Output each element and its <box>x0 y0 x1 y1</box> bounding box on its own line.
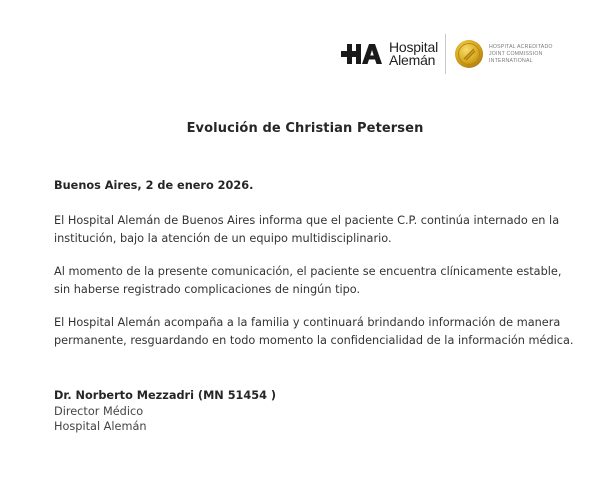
paragraph-2: Al momento de la presente comunicación, el paciente se encuentra clínicamente estable, sin haberse registrado complicaciones de ningún tipo. <box>54 265 562 296</box>
document-title: Evolución de Christian Petersen <box>186 121 424 136</box>
hospital-name-line1: Hospital <box>389 39 438 55</box>
document-body <box>54 177 574 365</box>
accreditation-line3: INTERNATIONAL <box>488 57 533 64</box>
ha-logo-mark-icon <box>341 34 385 74</box>
signatory-role: Director Médico <box>54 405 144 418</box>
hospital-name-line2: Alemán <box>389 52 436 68</box>
accreditation-text <box>489 44 553 65</box>
hospital-logo <box>341 34 553 74</box>
joint-commission-seal-icon <box>454 39 484 69</box>
accreditation-line1: HOSPITAL ACREDITADO <box>488 43 553 50</box>
signatory-institution: Hospital Alemán <box>54 420 147 433</box>
signature-block <box>54 388 276 434</box>
date-line: Buenos Aires, 2 de enero 2026. <box>54 179 254 192</box>
logo-divider <box>445 34 446 74</box>
signatory-name: Dr. Norberto Mezzadri (MN 51454 ) <box>54 389 277 402</box>
paragraph-1: El Hospital Alemán de Buenos Aires informa que el paciente C.P. continúa internado en la institución, bajo la atención de un equipo multidisciplinario. <box>54 214 560 245</box>
paragraph-3: El Hospital Alemán acompaña a la familia y continuará brindando información de manera permanente, resguardando en todo momento la confidencialidad de la información médica. <box>54 316 574 347</box>
accreditation-line2: JOINT COMMISSION <box>488 50 543 57</box>
hospital-name <box>389 41 438 67</box>
